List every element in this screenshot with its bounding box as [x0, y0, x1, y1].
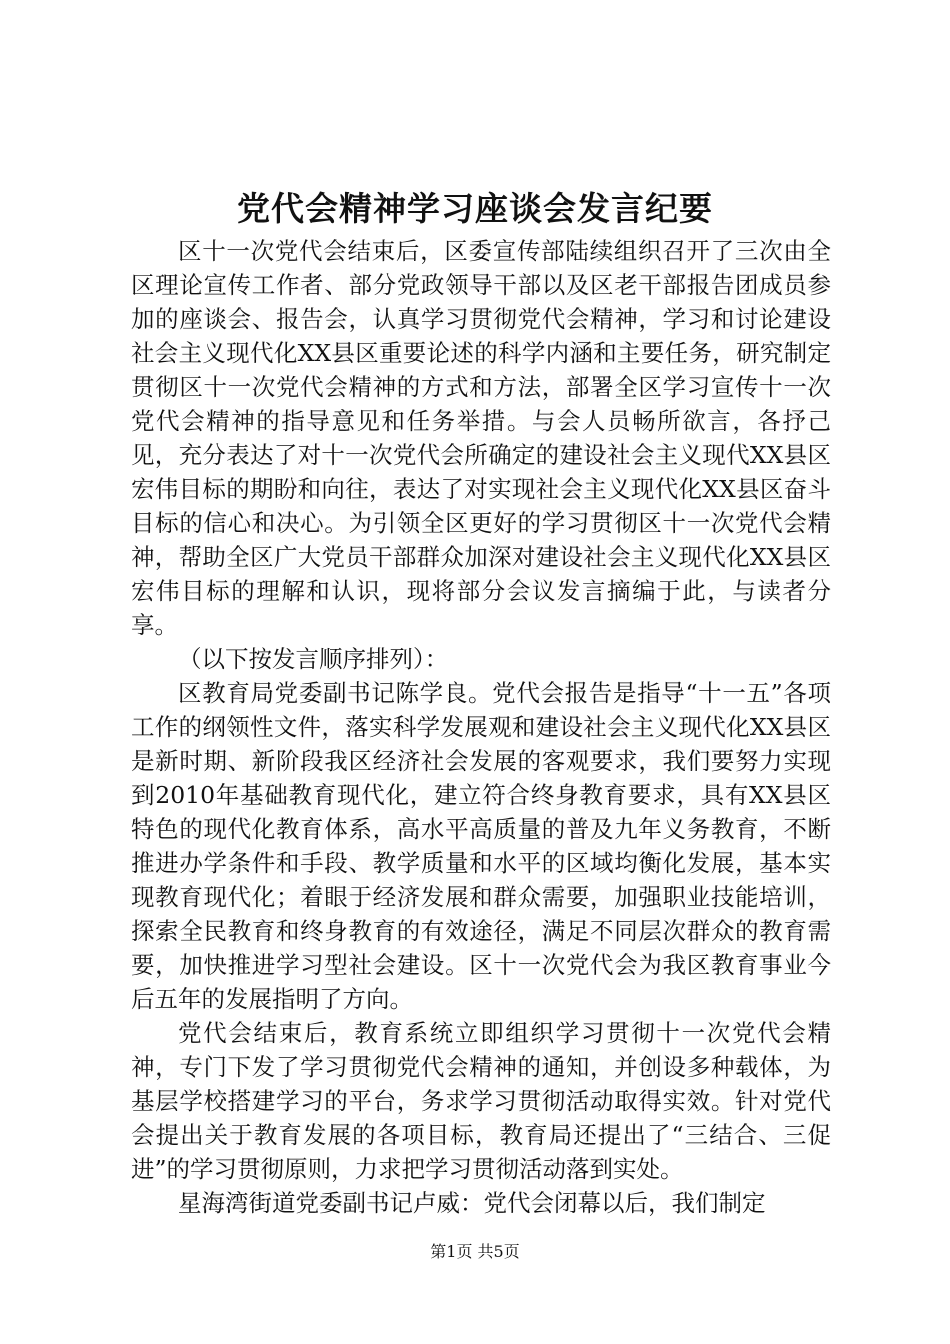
paragraph-speaker-lu: 星海湾街道党委副书记卢威：党代会闭幕以后，我们制定 — [178, 1189, 766, 1217]
paragraph-order-note: （以下按发言顺序排列）： — [178, 645, 449, 673]
page-footer: 第1页 共5页 — [430, 1242, 520, 1261]
document-body — [131, 234, 831, 1220]
paragraph-education-followup: 党代会结束后，教育系统立即组织学习贯彻十一次党代会精神，专门下发了学习贯彻党代会精神的通知，并创设多种载体，为基层学校搭建学习的平台，务求学习贯彻活动取得实效。针对党代会提出关于教育发展的各项目标，教育局还提出了“三结合、三促进”的学习贯彻原则，力求把学习贯彻活动落到实处。 — [131, 1019, 831, 1183]
paragraph-intro: 区十一次党代会结束后，区委宣传部陆续组织召开了三次由全区理论宣传工作者、部分党政领导干部以及区老干部报告团成员参加的座谈会、报告会，认真学习贯彻党代会精神，学习和讨论建设社会主义现代化XX县区重要论述的科学内涵和主要任务，研究制定贯彻区十一次党代会精神的方式和方法，部署全区学习宣传十一次党代会精神的指导意见和任务举措。与会人员畅所欲言，各抒己见，充分表达了对十一次党代会所确定的建设社会主义现代XX县区宏伟目标的期盼和向往，表达了对实现社会主义现代化XX县区奋斗目标的信心和决心。为引领全区更好的学习贯彻区十一次党代会精神，帮助全区广大党员干部群众加深对建设社会主义现代化XX县区宏伟目标的理解和认识，现将部分会议发言摘编于此，与读者分享。 — [131, 237, 831, 639]
document-title: 党代会精神学习座谈会发言纪要 — [237, 189, 713, 228]
paragraph-speaker-chen: 区教育局党委副书记陈学良。党代会报告是指导“十一五”各项工作的纲领性文件，落实科学发展观和建设社会主义现代化XX县区是新时期、新阶段我区经济社会发展的客观要求，我们要努力实现到2010年基础教育现代化，建立符合终身教育要求，具有XX县区特色的现代化教育体系，高水平高质量的普及九年义务教育，不断推进办学条件和手段、教学质量和水平的区域均衡化发展，基本实现教育现代化；着眼于经济发展和群众需要，加强职业技能培训，探索全民教育和终身教育的有效途径，满足不同层次群众的教育需要，加快推进学习型社会建设。区十一次党代会为我区教育事业今后五年的发展指明了方向。 — [131, 679, 831, 1013]
